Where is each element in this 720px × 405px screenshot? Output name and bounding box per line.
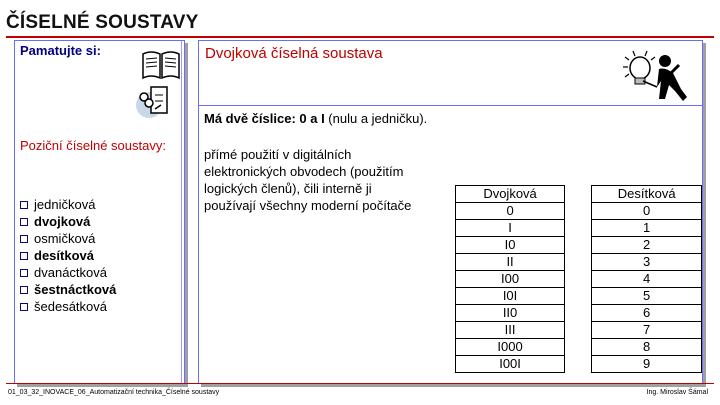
square-bullet-icon: [20, 218, 28, 226]
table-header-row: [456, 186, 702, 203]
binary-cell: 0: [456, 203, 565, 220]
left-panel: [14, 40, 185, 384]
list-item: [20, 230, 116, 247]
decimal-cell: 8: [592, 339, 702, 356]
header-decimal: Desítková: [592, 186, 702, 203]
binary-cell: II0: [456, 305, 565, 322]
decimal-cell: 4: [592, 271, 702, 288]
square-bullet-icon: [20, 252, 28, 260]
decimal-cell: 5: [592, 288, 702, 305]
square-bullet-icon: [20, 201, 28, 209]
binary-cell: I0I: [456, 288, 565, 305]
column-gap: [565, 305, 592, 322]
column-gap: [565, 339, 592, 356]
bottom-rule: [6, 383, 714, 384]
system-label: jedničková: [34, 197, 96, 212]
binary-cell: I: [456, 220, 565, 237]
column-gap: [565, 322, 592, 339]
column-gap: [565, 288, 592, 305]
system-label: dvojková: [34, 214, 91, 229]
decimal-cell: 0: [592, 203, 702, 220]
right-panel: [198, 40, 703, 384]
remember-label: Pamatujte si:: [20, 43, 101, 58]
table-row: [456, 305, 702, 322]
conversion-table: [455, 185, 702, 373]
decimal-cell: 7: [592, 322, 702, 339]
book-icon: [141, 48, 181, 82]
list-item: [20, 281, 116, 298]
square-bullet-icon: [20, 269, 28, 277]
systems-list: [20, 196, 116, 315]
column-gap: [565, 220, 592, 237]
table-row: [456, 339, 702, 356]
decimal-cell: 3: [592, 254, 702, 271]
column-gap: [565, 254, 592, 271]
footer-right: Ing. Miroslav Šámal: [646, 389, 708, 396]
table-row: [456, 237, 702, 254]
decimal-cell: 6: [592, 305, 702, 322]
square-bullet-icon: [20, 286, 28, 294]
table-row: [456, 220, 702, 237]
binary-cell: I00I: [456, 356, 565, 373]
slide-title: ČÍSELNÉ SOUSTAVY: [6, 12, 199, 33]
column-gap: [565, 203, 592, 220]
binary-cell: I00: [456, 271, 565, 288]
digits-rest: (nulu a jedničku).: [324, 111, 428, 126]
column-gap: [565, 186, 592, 203]
binary-cell: I0: [456, 237, 565, 254]
column-gap: [565, 237, 592, 254]
column-gap: [565, 356, 592, 373]
binary-cell: II: [456, 254, 565, 271]
title-rule: [6, 36, 714, 38]
header-binary: Dvojková: [456, 186, 565, 203]
list-item: [20, 298, 116, 315]
table-row: [456, 322, 702, 339]
table-row: [456, 356, 702, 373]
table-body: [456, 203, 702, 373]
decimal-cell: 1: [592, 220, 702, 237]
digits-bold: Má dvě číslice: 0 a I: [204, 111, 325, 126]
separator-line: [199, 105, 702, 106]
square-bullet-icon: [20, 235, 28, 243]
decimal-cell: 9: [592, 356, 702, 373]
square-bullet-icon: [20, 303, 28, 311]
list-item: [20, 196, 116, 213]
system-label: osmičková: [34, 231, 96, 246]
system-label: desítková: [34, 248, 94, 263]
list-item: [20, 213, 116, 230]
list-item: [20, 247, 116, 264]
note-icon: [135, 83, 175, 119]
panel-inner-line: [181, 41, 182, 383]
table-row: [456, 254, 702, 271]
digits-statement: [204, 111, 427, 126]
table-row: [456, 203, 702, 220]
binary-cell: I000: [456, 339, 565, 356]
list-item: [20, 264, 116, 281]
positional-heading: Poziční číselné soustavy:: [20, 138, 166, 153]
binary-heading: Dvojková číselná soustava: [205, 45, 383, 62]
system-label: šestnáctková: [34, 282, 117, 297]
lightbulb-person-icon: [619, 47, 699, 107]
column-gap: [565, 271, 592, 288]
binary-cell: III: [456, 322, 565, 339]
system-label: šedesátková: [34, 299, 107, 314]
system-label: dvanáctková: [34, 265, 107, 280]
table-row: [456, 271, 702, 288]
footer-left: 01_03_32_INOVACE_06_Automatizační technika_Číselné soustavy: [8, 389, 220, 396]
decimal-cell: 2: [592, 237, 702, 254]
table-row: [456, 288, 702, 305]
usage-text: přímé použití v digitálních elektronických obvodech (použitím logických členů), čili interně ji používají všechny moderní počítače: [204, 147, 412, 213]
